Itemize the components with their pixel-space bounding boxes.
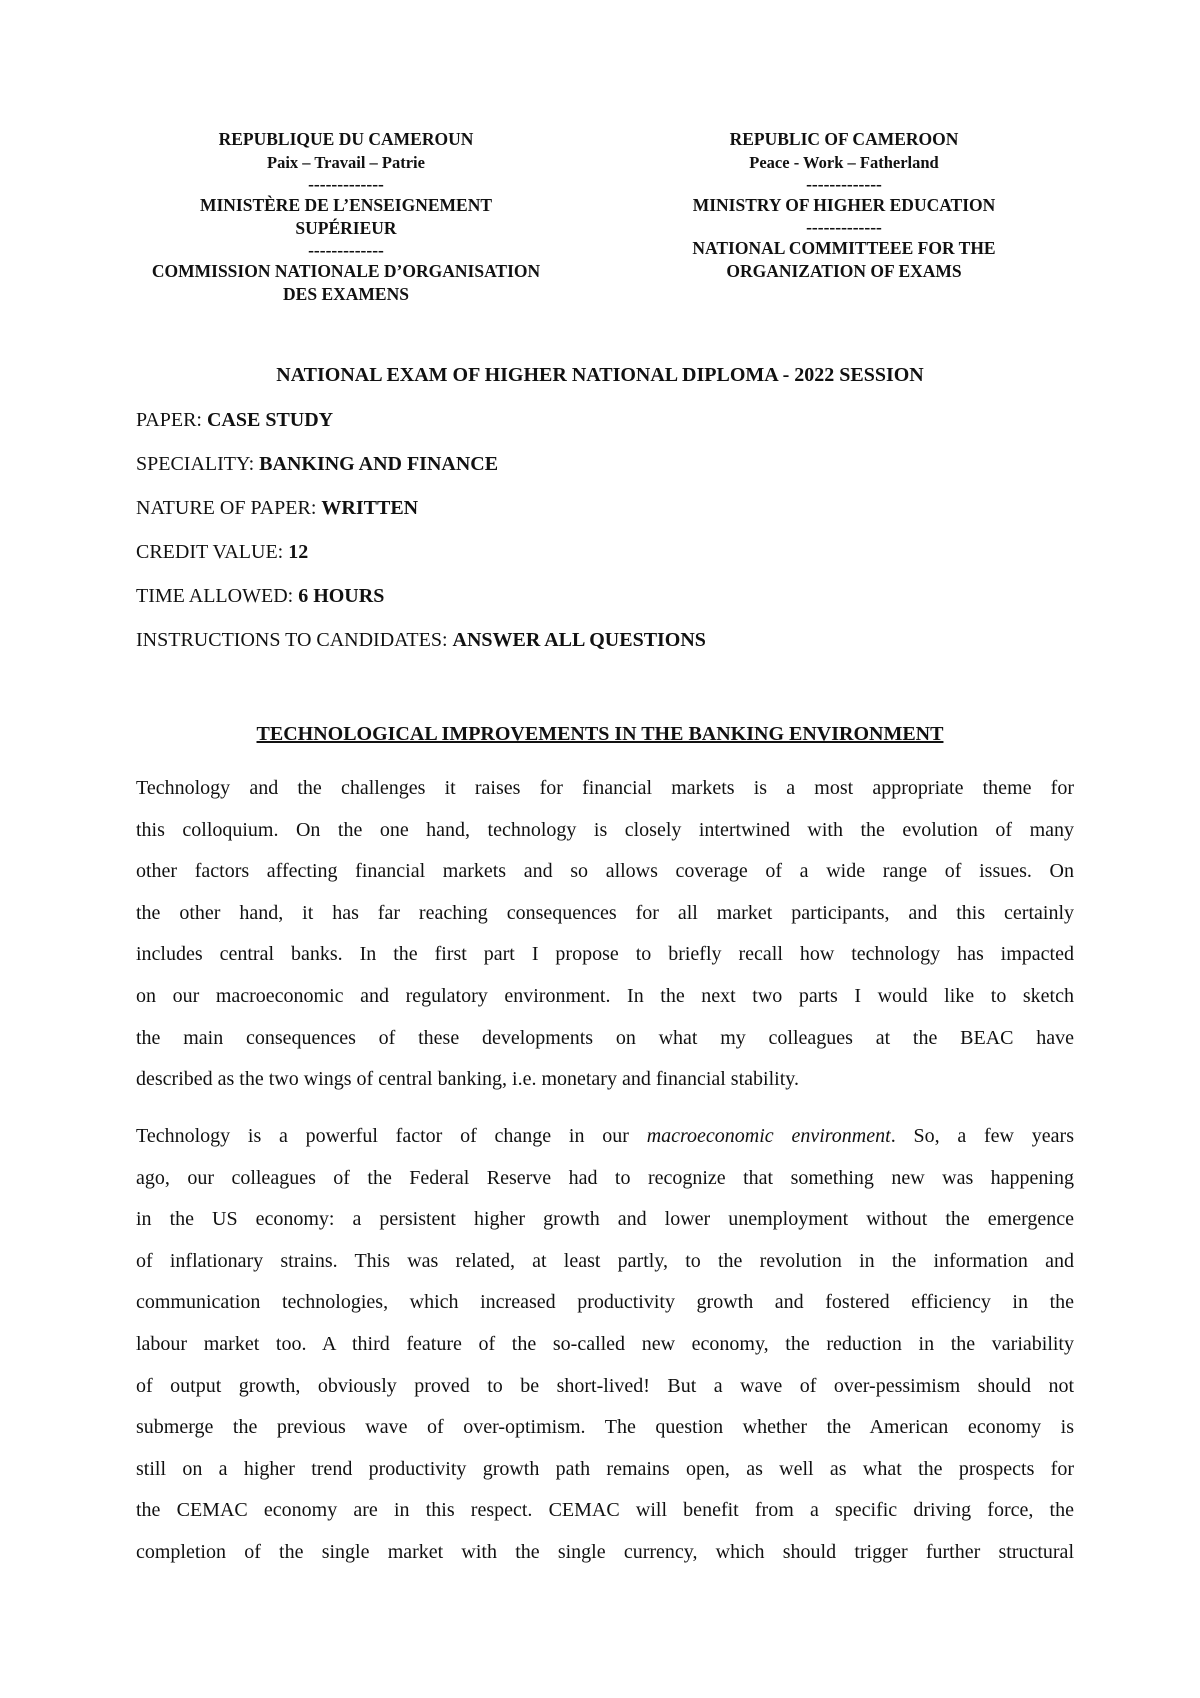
text-line: on our macroeconomic and regulatory environment. In the next two parts I would like to sketch [136,984,1074,1007]
committee-en-line2: ORGANIZATION OF EXAMS [726,261,962,281]
text-run: Technology is a powerful factor of change in our [136,1125,647,1147]
header-english [664,128,1024,283]
paragraph-2 [136,1116,1074,1574]
meta-speciality [136,453,498,476]
meta-label: SPECIALITY: [136,453,260,475]
meta-label: TIME ALLOWED: [136,585,299,607]
meta-label: CREDIT VALUE: [136,541,289,563]
text-line: the main consequences of these developments on what my colleagues at the BEAC have [136,1026,1074,1049]
meta-value: 12 [288,541,309,563]
text-line: submerge the previous wave of over-optimism. The question whether the American economy is [136,1416,1074,1439]
separator: ------------- [308,240,384,260]
motto-fr: Paix – Travail – Patrie [267,153,425,172]
meta-value: BANKING AND FINANCE [259,453,499,475]
exam-title: NATIONAL EXAM OF HIGHER NATIONAL DIPLOMA - 2022 SESSION [276,364,924,386]
separator: ------------- [806,217,882,237]
text-run: . So, a few years [890,1125,1074,1147]
meta-credit [136,541,308,564]
meta-value: WRITTEN [321,497,419,519]
text-line: includes central banks. In the first part I propose to briefly recall how technology has impacted [136,943,1074,966]
text-line: communication technologies, which increased productivity growth and fostered efficiency in the [136,1291,1074,1314]
motto-en: Peace - Work – Fatherland [749,153,939,172]
text-line: this colloquium. On the one hand, technology is closely intertwined with the evolution of many [136,818,1074,841]
country-name-fr: REPUBLIQUE DU CAMEROUN [218,129,474,149]
text-line: in the US economy: a persistent higher growth and lower unemployment without the emergence [136,1208,1074,1231]
text-line: completion of the single market with the single currency, which should trigger further structural [136,1540,1074,1563]
separator: ------------- [806,174,882,194]
text-line: of output growth, obviously proved to be short-lived! But a wave of over-pessimism should not [136,1374,1074,1397]
text-line: the CEMAC economy are in this respect. CEMAC will benefit from a specific driving force, the [136,1499,1074,1522]
meta-instructions [136,629,706,652]
text-line: Technology and the challenges it raises for financial markets is a most appropriate theme for [136,777,1074,799]
meta-time [136,585,384,608]
meta-value: ANSWER ALL QUESTIONS [452,629,706,651]
meta-label: PAPER: [136,409,207,431]
paragraph-1 [136,768,1074,1101]
meta-label: INSTRUCTIONS TO CANDIDATES: [136,629,453,651]
section-title: TECHNOLOGICAL IMPROVEMENTS IN THE BANKING ENVIRONMENT [256,723,944,745]
meta-nature [136,497,418,520]
text-line: labour market too. A third feature of the so-called new economy, the reduction in the variability [136,1332,1074,1355]
meta-value: CASE STUDY [206,409,334,431]
text-line [136,1116,1074,1158]
committee-en-line1: NATIONAL COMMITTEEE FOR THE [692,238,996,258]
meta-label: NATURE OF PAPER: [136,497,322,519]
meta-value: 6 HOURS [298,585,385,607]
separator: ------------- [308,174,384,194]
country-name-en: REPUBLIC OF CAMEROON [729,129,959,149]
text-line: ago, our colleagues of the Federal Reserve had to recognize that something new was happening [136,1166,1074,1189]
ministry-fr-line2: SUPÉRIEUR [295,218,397,238]
text-line: other factors affecting financial markets and so allows coverage of a wide range of issues. On [136,860,1074,883]
emphasis-text: macroeconomic environment [646,1125,891,1147]
text-line: described as the two wings of central banking, i.e. monetary and financial stability. [136,1068,799,1091]
text-line: the other hand, it has far reaching consequences for all market participants, and this certainly [136,901,1074,924]
commission-fr-line2: DES EXAMENS [283,284,409,304]
text-line: still on a higher trend productivity growth path remains open, as well as what the prospects for [136,1457,1074,1480]
commission-fr-line1: COMMISSION NATIONALE D’ORGANISATION [151,261,541,281]
meta-paper [136,409,333,432]
header-french [100,128,592,306]
text-line: of inflationary strains. This was related, at least partly, to the revolution in the information and [136,1249,1074,1272]
ministry-fr-line1: MINISTÈRE DE L’ENSEIGNEMENT [199,195,493,215]
ministry-en: MINISTRY OF HIGHER EDUCATION [692,195,996,215]
